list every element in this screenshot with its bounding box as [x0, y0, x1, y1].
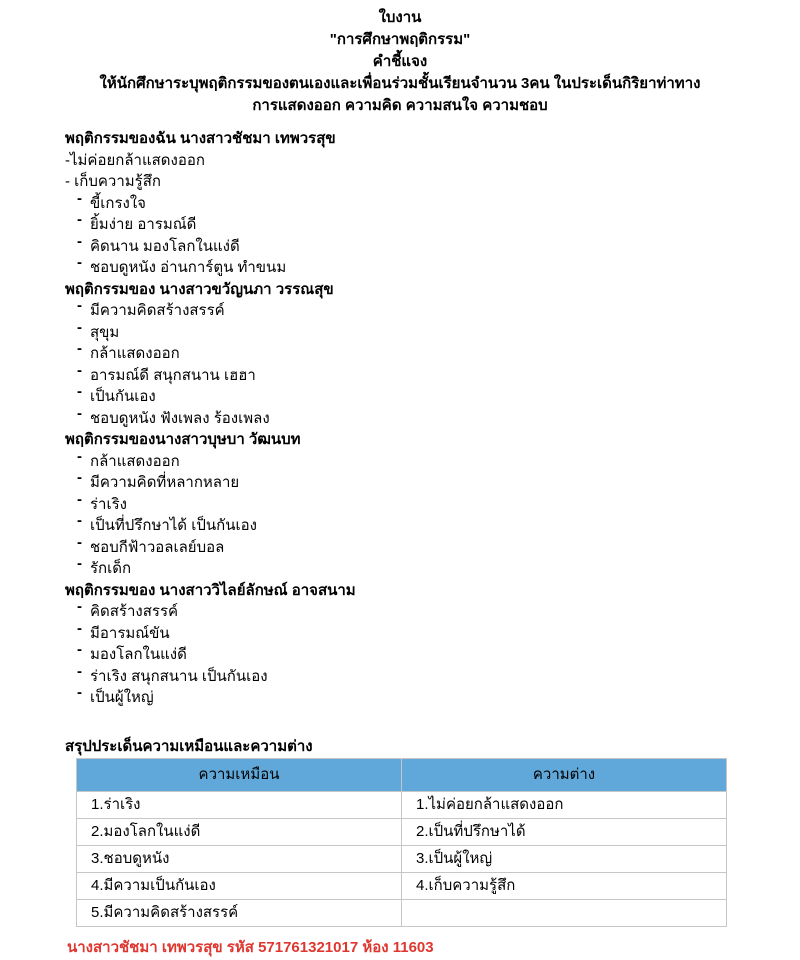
list-item-text: มองโลกในแง่ดี — [90, 646, 187, 663]
list-item-text: เป็นกันเอง — [90, 388, 156, 405]
list-item-text: คิดนาน มองโลกในแง่ดี — [90, 237, 240, 255]
list-item — [65, 318, 735, 344]
list-item — [65, 641, 735, 666]
list-item: -ไม่ค่อยกล้าแสดงออก — [65, 151, 205, 169]
list-item — [65, 404, 735, 430]
table-row — [77, 873, 727, 900]
list-item — [65, 512, 735, 537]
column-header-differences: ความต่าง — [402, 759, 727, 792]
list-item — [65, 555, 735, 580]
table-row — [77, 819, 727, 846]
dash-bullet: - — [77, 404, 82, 422]
table-header-row — [77, 759, 727, 792]
table-cell: 1.ไม่ค่อยกล้าแสดงออก — [402, 792, 727, 819]
list-item — [65, 619, 735, 645]
list-item-text: ชอบกีฟ้าวอลเลย์บอล — [90, 538, 225, 556]
table-cell: 5.มีความคิดสร้างสรรค์ — [77, 900, 402, 927]
table-cell — [402, 900, 727, 927]
list-item-text: สุขุม — [90, 323, 120, 341]
list-item-text: กล้าแสดงออก — [90, 452, 180, 470]
list-item — [65, 232, 735, 258]
list-item-text: อารมณ์ดี สนุกสนาน เฮฮา — [90, 366, 256, 384]
behavior-section-friend-2 — [65, 429, 735, 580]
table-cell: 2.เป็นที่ปรึกษาได้ — [402, 819, 727, 846]
list-item-text: มีความคิดสร้างสรรค์ — [90, 302, 225, 319]
list-item — [65, 490, 735, 516]
list-item-text: ชอบดูหนัง อ่านการ์ตูน ทำขนม — [90, 259, 287, 276]
list-item — [65, 598, 735, 623]
table-row — [77, 846, 727, 873]
list-item-text: มีอารมณ์ขัน — [90, 624, 170, 642]
doc-subtitle: "การศึกษาพฤติกรรม" — [329, 31, 471, 48]
list-item-text: ยิ้มง่าย อารมณ์ดี — [90, 216, 197, 233]
dash-bullet: - — [77, 555, 82, 572]
dash-bullet: - — [77, 189, 82, 207]
list-item — [65, 340, 735, 365]
list-item — [65, 684, 735, 709]
dash-bullet: - — [77, 340, 82, 357]
list-item — [65, 254, 735, 279]
dash-bullet: - — [77, 619, 82, 637]
table-row — [77, 792, 727, 819]
behavior-section-friend-3 — [65, 580, 735, 709]
dash-bullet: - — [77, 318, 82, 336]
list-item-text: คิดสร้างสรรค์ — [90, 603, 179, 620]
comparison-table — [76, 758, 727, 927]
table-cell: 3.เป็นผู้ใหญ่ — [402, 846, 727, 873]
dash-bullet: - — [77, 469, 82, 486]
doc-title: ใบงาน — [378, 9, 422, 26]
column-header-similarities: ความเหมือน — [77, 759, 402, 792]
list-item-text: เป็นผู้ใหญ่ — [90, 689, 154, 706]
dash-bullet: - — [77, 684, 82, 701]
list-item-text: มีความคิดที่หลากหลาย — [90, 474, 240, 491]
list-item-text: ขี้เกรงใจ — [90, 194, 146, 212]
table-cell: 4.มีความเป็นกันเอง — [77, 873, 402, 900]
dash-bullet: - — [77, 361, 82, 379]
list-item-text: เป็นที่ปรึกษาได้ เป็นกันเอง — [90, 517, 257, 534]
behavior-section-self — [65, 128, 735, 279]
list-item — [65, 361, 735, 387]
dash-bullet: - — [77, 211, 82, 228]
dash-bullet: - — [77, 662, 82, 680]
list-item-text: ชอบดูหนัง ฟังเพลง ร้องเพลง — [90, 409, 270, 427]
list-item-text: รักเด็ก — [90, 560, 132, 577]
table-cell: 1.ร่าเริง — [77, 792, 402, 819]
title-block — [65, 7, 735, 117]
table-row — [77, 900, 727, 927]
list-item — [65, 447, 735, 473]
table-cell: 4.เก็บความรู้สึก — [402, 873, 727, 900]
section-heading: พฤติกรรมของฉัน นางสาวชัชมา เทพวรสุข — [65, 130, 336, 147]
list-item — [65, 211, 735, 236]
dash-bullet: - — [77, 598, 82, 615]
list-item-text: กล้าแสดงออก — [90, 345, 180, 362]
dash-bullet: - — [77, 490, 82, 508]
table-cell: 2.มองโลกในแง่ดี — [77, 819, 402, 846]
list-item — [65, 469, 735, 494]
table-cell: 3.ชอบดูหนัง — [77, 846, 402, 873]
dash-bullet: - — [77, 232, 82, 250]
list-item-text: ร่าเริง สนุกสนาน เป็นกันเอง — [90, 667, 268, 685]
dash-bullet: - — [77, 254, 82, 271]
list-item: - เก็บความรู้สึก — [65, 173, 161, 190]
list-item — [65, 189, 735, 215]
section-heading: พฤติกรรมของนางสาวบุษบา วัฒนบท — [65, 431, 301, 448]
dash-bullet: - — [77, 641, 82, 658]
signature-line: นางสาวชัชมา เทพวรสุข รหัส 571761321017 ห้อง 11603 — [67, 939, 434, 956]
content — [65, 128, 735, 959]
list-item — [65, 533, 735, 559]
instructions-line-2: การแสดงออก ความคิด ความสนใจ ความชอบ — [252, 97, 548, 114]
instructions-line-1: ให้นักศึกษาระบุพฤติกรรมของตนเองและเพื่อนร่วมชั้นเรียนจำนวน 3คน ในประเด็นกิริยาท่าทาง — [99, 75, 701, 92]
list-item-text: ร่าเริง — [90, 495, 127, 513]
behavior-section-friend-1 — [65, 279, 735, 430]
summary-heading: สรุปประเด็นความเหมือนและความต่าง — [65, 737, 313, 755]
list-item — [65, 383, 735, 408]
dash-bullet: - — [77, 447, 82, 465]
section-heading: พฤติกรรมของ นางสาวขวัญนภา วรรณสุข — [65, 280, 334, 298]
dash-bullet: - — [77, 512, 82, 529]
instructions-label: คำชี้แจง — [372, 53, 428, 70]
list-item — [65, 297, 735, 322]
section-heading: พฤติกรรมของ นางสาววิไลย์ลักษณ์ อาจสนาม — [65, 581, 356, 599]
list-item — [65, 662, 735, 688]
dash-bullet: - — [77, 297, 82, 314]
dash-bullet: - — [77, 383, 82, 400]
dash-bullet: - — [77, 533, 82, 551]
